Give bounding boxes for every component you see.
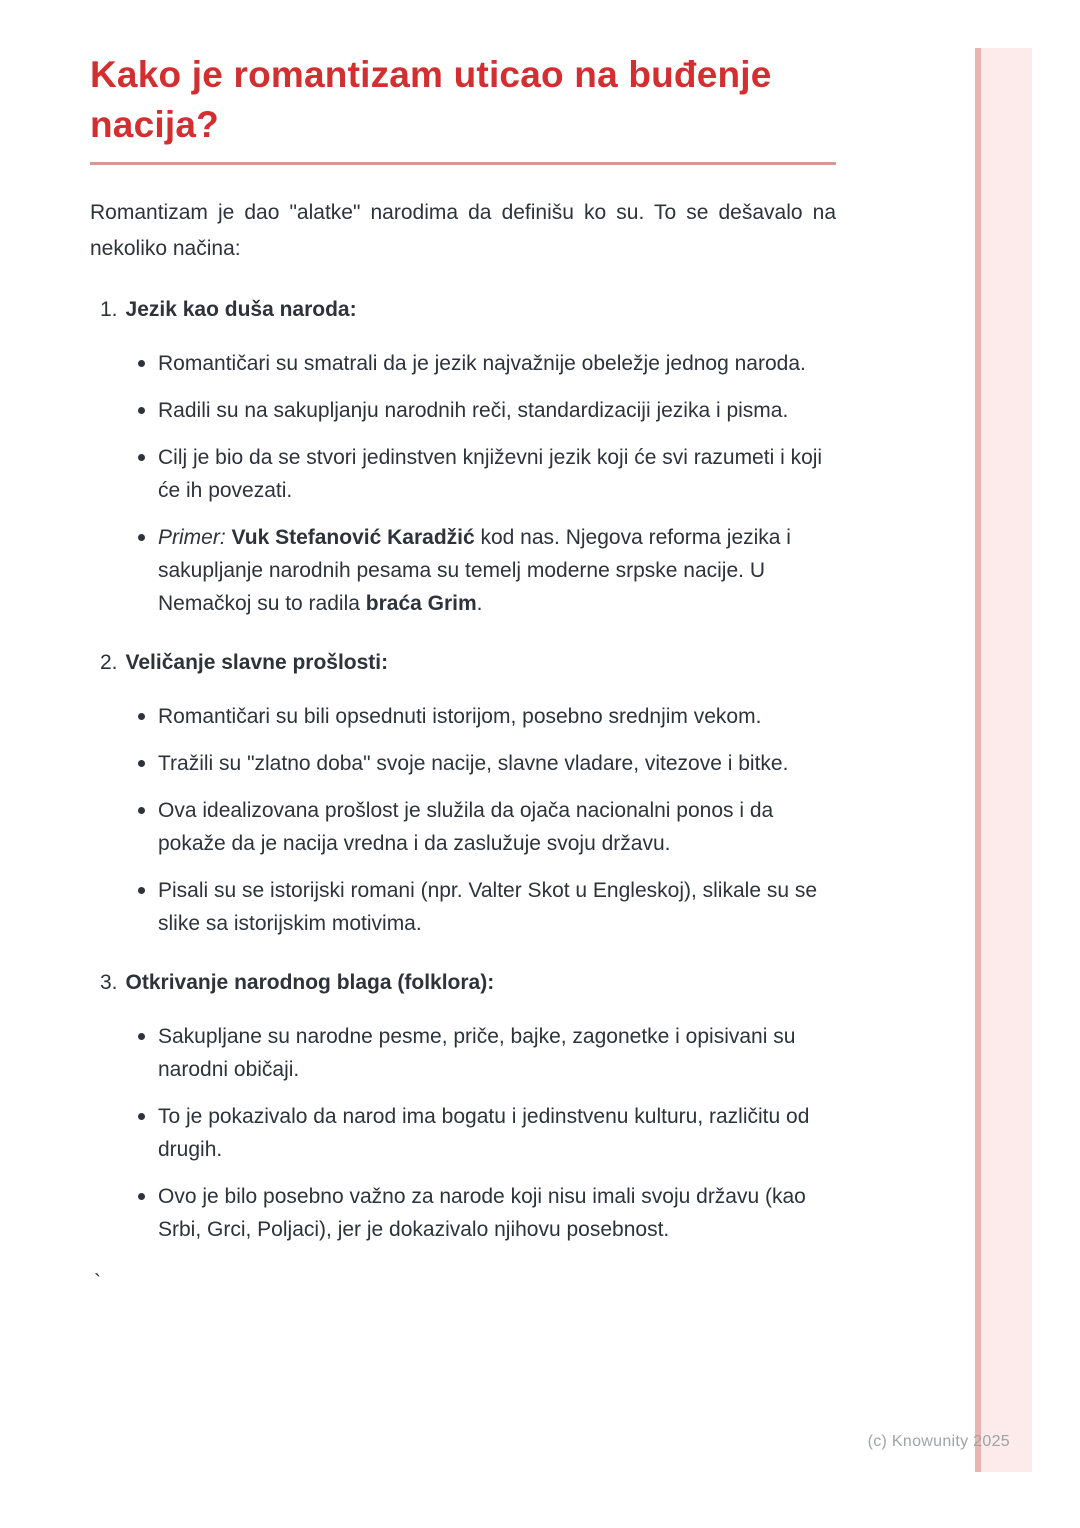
section-heading (90, 967, 836, 999)
text-run: Radili su na sakupljanju narodnih reči, standardizaciji jezika i pisma. (158, 399, 789, 422)
document-content (90, 50, 836, 1293)
text-run: To je pokazivalo da narod ima bogatu i jedinstvenu kulturu, različitu od drugih. (158, 1105, 810, 1161)
title-divider (90, 162, 836, 165)
section-heading (90, 647, 836, 679)
bullet-dot-icon (138, 534, 145, 541)
text-run: Romantičari su bili opsednuti istorijom, posebno srednjim vekom. (158, 705, 762, 728)
bullet-dot-icon (138, 1033, 145, 1040)
bullet-item (138, 1020, 836, 1086)
section-number: 3. (100, 971, 118, 994)
text-run: Ova idealizovana prošlost je služila da ojača nacionalni ponos i da pokaže da je nacija vredna i da zaslužuje svoju državu. (158, 799, 774, 855)
bullet-dot-icon (138, 760, 145, 767)
bullet-dot-icon (138, 713, 145, 720)
text-run: . (476, 592, 483, 615)
list-section (90, 294, 836, 620)
text-run: Pisali su se istorijski romani (npr. Valter Skot u Engleskoj), slikale su se slike sa istorijskim motivima. (158, 879, 818, 935)
section-title: Otkrivanje narodnog blaga (folklora): (125, 971, 495, 994)
copyright-footer: (c) Knowunity 2025 (867, 1433, 1010, 1450)
bullet-list (90, 700, 836, 940)
bullet-dot-icon (138, 887, 145, 894)
section-title: Jezik kao duša naroda: (125, 298, 357, 321)
list-section (90, 647, 836, 940)
bullet-item (138, 874, 836, 940)
bullet-item (138, 441, 836, 507)
bullet-dot-icon (138, 807, 145, 814)
bullet-dot-icon (138, 454, 145, 461)
bullet-item (138, 394, 836, 427)
numbered-list (90, 294, 836, 1246)
bullet-list (90, 1020, 836, 1246)
text-run: kod nas. Njegova reforma jezika i sakupljanje narodnih pesama su temelj moderne srpske nacije. U Nemačkoj su to radila (158, 526, 791, 615)
bullet-item (138, 1180, 836, 1246)
text-run: Tražili su "zlatno doba" svoje nacije, slavne vladare, vitezove i bitke. (158, 752, 789, 775)
bullet-item (138, 700, 836, 733)
bullet-item (138, 521, 836, 620)
section-number: 1. (100, 298, 118, 321)
intro-paragraph: Romantizam je dao "alatke" narodima da definišu ko su. To se dešavalo na nekoliko načina: (90, 201, 836, 260)
text-run: Vuk Stefanović Karadžić (231, 526, 475, 549)
text-run: Sakupljane su narodne pesme, priče, bajke, zagonetke i opisivani su narodni običaji. (158, 1025, 796, 1081)
text-run: Cilj je bio da se stvori jedinstven književni jezik koji će svi razumeti i koji će ih povezati. (158, 446, 823, 502)
bullet-list (90, 347, 836, 620)
bullet-dot-icon (138, 360, 145, 367)
text-run: Ovo je bilo posebno važno za narode koji nisu imali svoju državu (kao Srbi, Grci, Poljaci), jer je dokazivalo njihovu posebnost. (158, 1185, 806, 1241)
stray-backtick: ` (94, 1271, 101, 1294)
text-run: braća Grim (365, 592, 477, 615)
section-title: Veličanje slavne prošlosti: (125, 651, 389, 674)
decorative-right-stripe (975, 48, 1032, 1472)
bullet-item (138, 747, 836, 780)
bullet-dot-icon (138, 1113, 145, 1120)
list-section (90, 967, 836, 1246)
text-run: Romantičari su smatrali da je jezik najvažnije obeležje jednog naroda. (158, 352, 806, 375)
bullet-dot-icon (138, 407, 145, 414)
bullet-item (138, 1100, 836, 1166)
text-run: Primer: (158, 526, 226, 549)
page-title: Kako je romantizam uticao na buđenje nacija? (90, 54, 772, 145)
section-number: 2. (100, 651, 118, 674)
bullet-item (138, 794, 836, 860)
bullet-item (138, 347, 836, 380)
section-heading (90, 294, 836, 326)
bullet-dot-icon (138, 1193, 145, 1200)
